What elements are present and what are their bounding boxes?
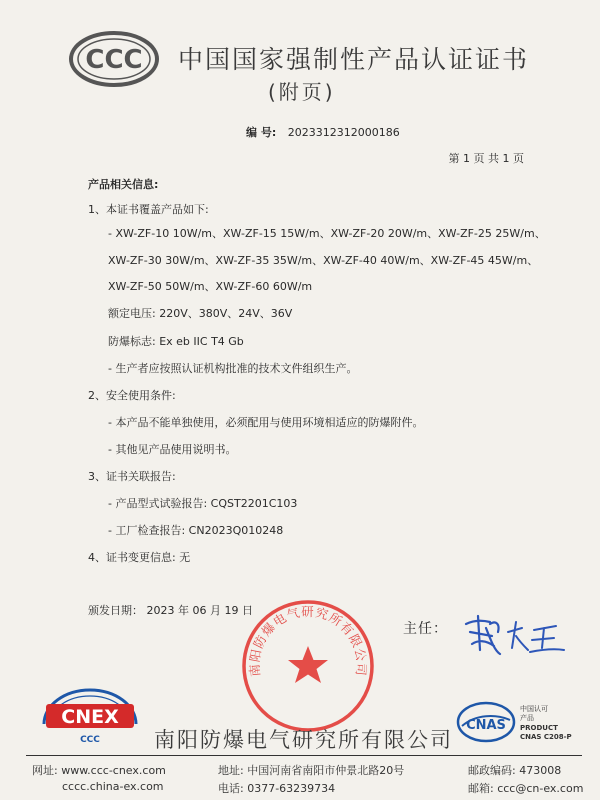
director-signature bbox=[460, 610, 570, 660]
certificate-title: 中国国家强制性产品认证证书 bbox=[178, 45, 530, 74]
cnex-logo-sub: CCC bbox=[80, 735, 100, 745]
certificate-subtitle: (附页) bbox=[268, 80, 336, 104]
safety-item-1: - 本产品不能单独使用，必须配用与使用环境相适应的防爆附件。 bbox=[108, 416, 424, 429]
cnas-line-2: 产品 bbox=[520, 714, 534, 722]
footer-phone: 电话: 0377-63239734 bbox=[218, 782, 336, 795]
footer-address: 地址: 中国河南省南阳市仲景北路20号 bbox=[218, 764, 405, 777]
organization-name: 南阳防爆电气研究所有限公司 bbox=[154, 728, 453, 752]
section-1-title: 1、本证书覆盖产品如下: bbox=[88, 203, 209, 216]
director-label: 主任： bbox=[403, 621, 448, 637]
report-item-1: - 产品型式试验报告: CQST2201C103 bbox=[108, 497, 298, 510]
footer-website-1: 网址: www.ccc-cnex.com bbox=[32, 764, 166, 777]
rated-voltage: 额定电压: 220V、380V、24V、36V bbox=[108, 307, 293, 320]
cnex-logo-text: CNEX bbox=[61, 706, 119, 728]
section-2-title: 2、安全使用条件: bbox=[88, 389, 176, 402]
footer-postcode: 邮政编码: 473008 bbox=[468, 764, 562, 777]
cnas-logo bbox=[456, 700, 576, 744]
section-title: 产品相关信息: bbox=[88, 178, 159, 191]
issue-date: 颁发日期： 2023 年 06 月 19 日 bbox=[88, 604, 253, 617]
company-seal bbox=[240, 598, 376, 734]
certificate-number-label: 编 号: bbox=[246, 126, 277, 139]
models-line-3: XW-ZF-50 50W/m、XW-ZF-60 60W/m bbox=[108, 280, 313, 293]
ccc-logo bbox=[68, 30, 160, 88]
section-4-title: 4、证书变更信息: 无 bbox=[88, 551, 191, 564]
models-line-1: - XW-ZF-10 10W/m、XW-ZF-15 15W/m、XW-ZF-20 20W/m、XW-ZF-25 25W/m、 bbox=[108, 227, 546, 240]
ccc-logo-text: CCC bbox=[85, 45, 143, 75]
cnas-code: CNAS C208-P bbox=[520, 733, 572, 741]
footer-website-2: cccc.china-ex.com bbox=[62, 780, 164, 793]
models-line-2: XW-ZF-30 30W/m、XW-ZF-35 35W/m、XW-ZF-40 40W/m、XW-ZF-45 45W/m、 bbox=[108, 254, 539, 267]
cnas-line-1: 中国认可 bbox=[520, 705, 548, 713]
safety-item-2: - 其他见产品使用说明书。 bbox=[108, 443, 237, 456]
cnas-line-3: PRODUCT bbox=[520, 724, 558, 732]
cnas-logo-brand: CNAS bbox=[466, 718, 506, 733]
certificate-number-value: 2023312312000186 bbox=[287, 126, 400, 139]
page-info: 第 1 页 共 1 页 bbox=[448, 152, 524, 165]
certificate-number bbox=[246, 124, 400, 140]
section-3-title: 3、证书关联报告: bbox=[88, 470, 176, 483]
seal-text: 南阳防爆电气研究所有限公司 bbox=[246, 604, 370, 678]
cnex-logo bbox=[36, 684, 144, 748]
production-note: - 生产者应按照认证机构批准的技术文件组织生产。 bbox=[108, 362, 358, 375]
explosion-mark: 防爆标志: Ex eb IIC T4 Gb bbox=[108, 335, 244, 348]
footer-email: 邮箱: ccc@cn-ex.com bbox=[468, 782, 584, 795]
report-item-2: - 工厂检查报告: CN2023Q010248 bbox=[108, 524, 284, 537]
footer-divider bbox=[26, 755, 582, 756]
